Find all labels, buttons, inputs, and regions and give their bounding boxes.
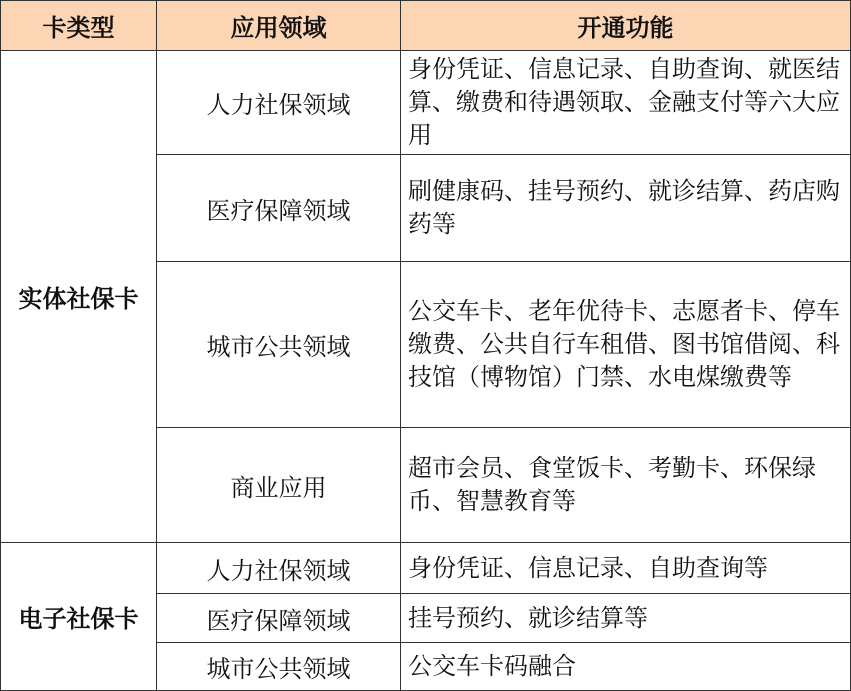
functions-cell: 刷健康码、挂号预约、就诊结算、药店购药等: [401, 155, 851, 262]
area-cell: 人力社保领域: [157, 51, 401, 155]
area-cell: 医疗保障领域: [157, 594, 401, 643]
header-card-type: 卡类型: [1, 1, 157, 51]
functions-cell: 超市会员、食堂饭卡、考勤卡、环保绿币、智慧教育等: [401, 428, 851, 543]
table-row: [1, 51, 851, 155]
functions-cell: 身份凭证、信息记录、自助查询、就医结算、缴费和待遇领取、金融支付等六大应用: [401, 51, 851, 155]
area-cell: 人力社保领域: [157, 543, 401, 594]
functions-cell: 公交车卡、老年优待卡、志愿者卡、停车缴费、公共自行车租借、图书馆借阅、科技馆（博物馆）门禁、水电煤缴费等: [401, 262, 851, 428]
area-cell: 商业应用: [157, 428, 401, 543]
functions-cell: 公交车卡码融合: [401, 643, 851, 691]
header-functions: 开通功能: [401, 1, 851, 51]
area-cell: 城市公共领域: [157, 643, 401, 691]
functions-cell: 身份凭证、信息记录、自助查询等: [401, 543, 851, 594]
header-row: [1, 1, 851, 51]
functions-cell: 挂号预约、就诊结算等: [401, 594, 851, 643]
area-cell: 医疗保障领域: [157, 155, 401, 262]
area-cell: 城市公共领域: [157, 262, 401, 428]
header-application-area: 应用领域: [157, 1, 401, 51]
card-type-physical: 实体社保卡: [1, 51, 157, 543]
table-row: [1, 543, 851, 594]
card-type-electronic: 电子社保卡: [1, 543, 157, 691]
